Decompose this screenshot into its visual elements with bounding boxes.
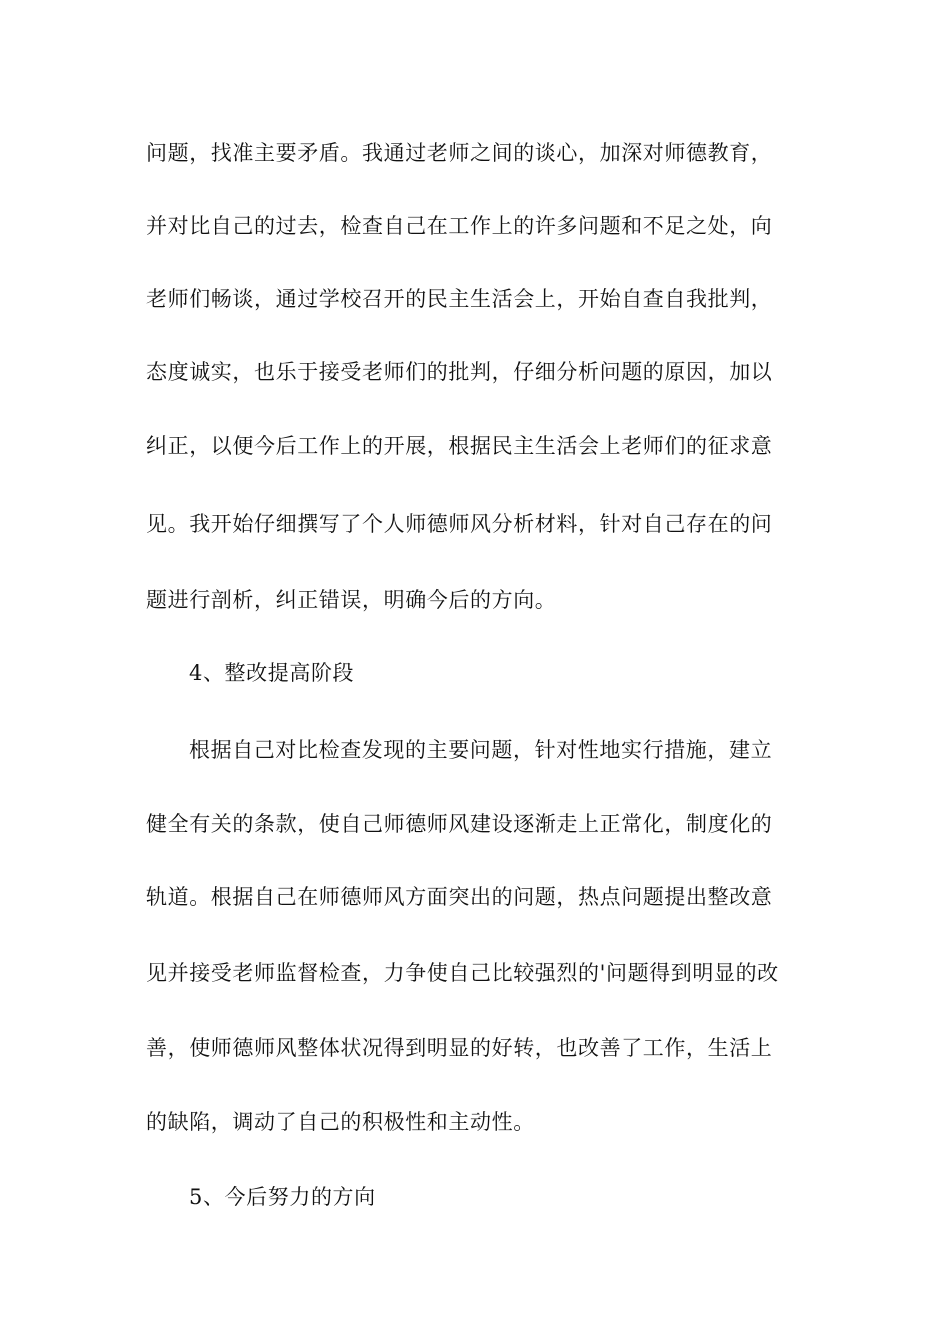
paragraph-line: 并对比自己的过去，检查自己在工作上的许多问题和不足之处，向 xyxy=(146,214,773,238)
paragraph-line: 见。我开始仔细撰写了个人师德师风分析材料，针对自己存在的问 xyxy=(146,512,773,536)
paragraph-line: 善，使师德师风整体状况得到明显的好转，也改善了工作，生活上 xyxy=(146,1036,773,1060)
paragraph-line: 轨道。根据自己在师德师风方面突出的问题，热点问题提出整改意 xyxy=(146,885,773,909)
section-heading: 5、今后努力的方向 xyxy=(189,1185,376,1209)
paragraph-line: 见并接受老师监督检查，力争使自己比较强烈的'问题得到明显的改 xyxy=(146,961,779,985)
paragraph-line: 老师们畅谈，通过学校召开的民主生活会上，开始自查自我批判， xyxy=(146,287,773,311)
paragraph-line: 的缺陷，调动了自己的积极性和主动性。 xyxy=(146,1110,535,1134)
paragraph-line: 根据自己对比检查发现的主要问题，针对性地实行措施，建立 xyxy=(189,738,773,762)
paragraph-line: 态度诚实，也乐于接受老师们的批判，仔细分析问题的原因，加以 xyxy=(146,360,773,384)
paragraph-line: 纠正，以便今后工作上的开展，根据民主生活会上老师们的征求意 xyxy=(146,434,773,458)
paragraph-line: 问题，找准主要矛盾。我通过老师之间的谈心，加深对师德教育， xyxy=(146,141,773,165)
paragraph-line: 题进行剖析，纠正错误，明确今后的方向。 xyxy=(146,588,557,612)
paragraph-line: 健全有关的条款，使自己师德师风建设逐渐走上正常化，制度化的 xyxy=(146,812,773,836)
section-heading: 4、整改提高阶段 xyxy=(189,661,355,685)
